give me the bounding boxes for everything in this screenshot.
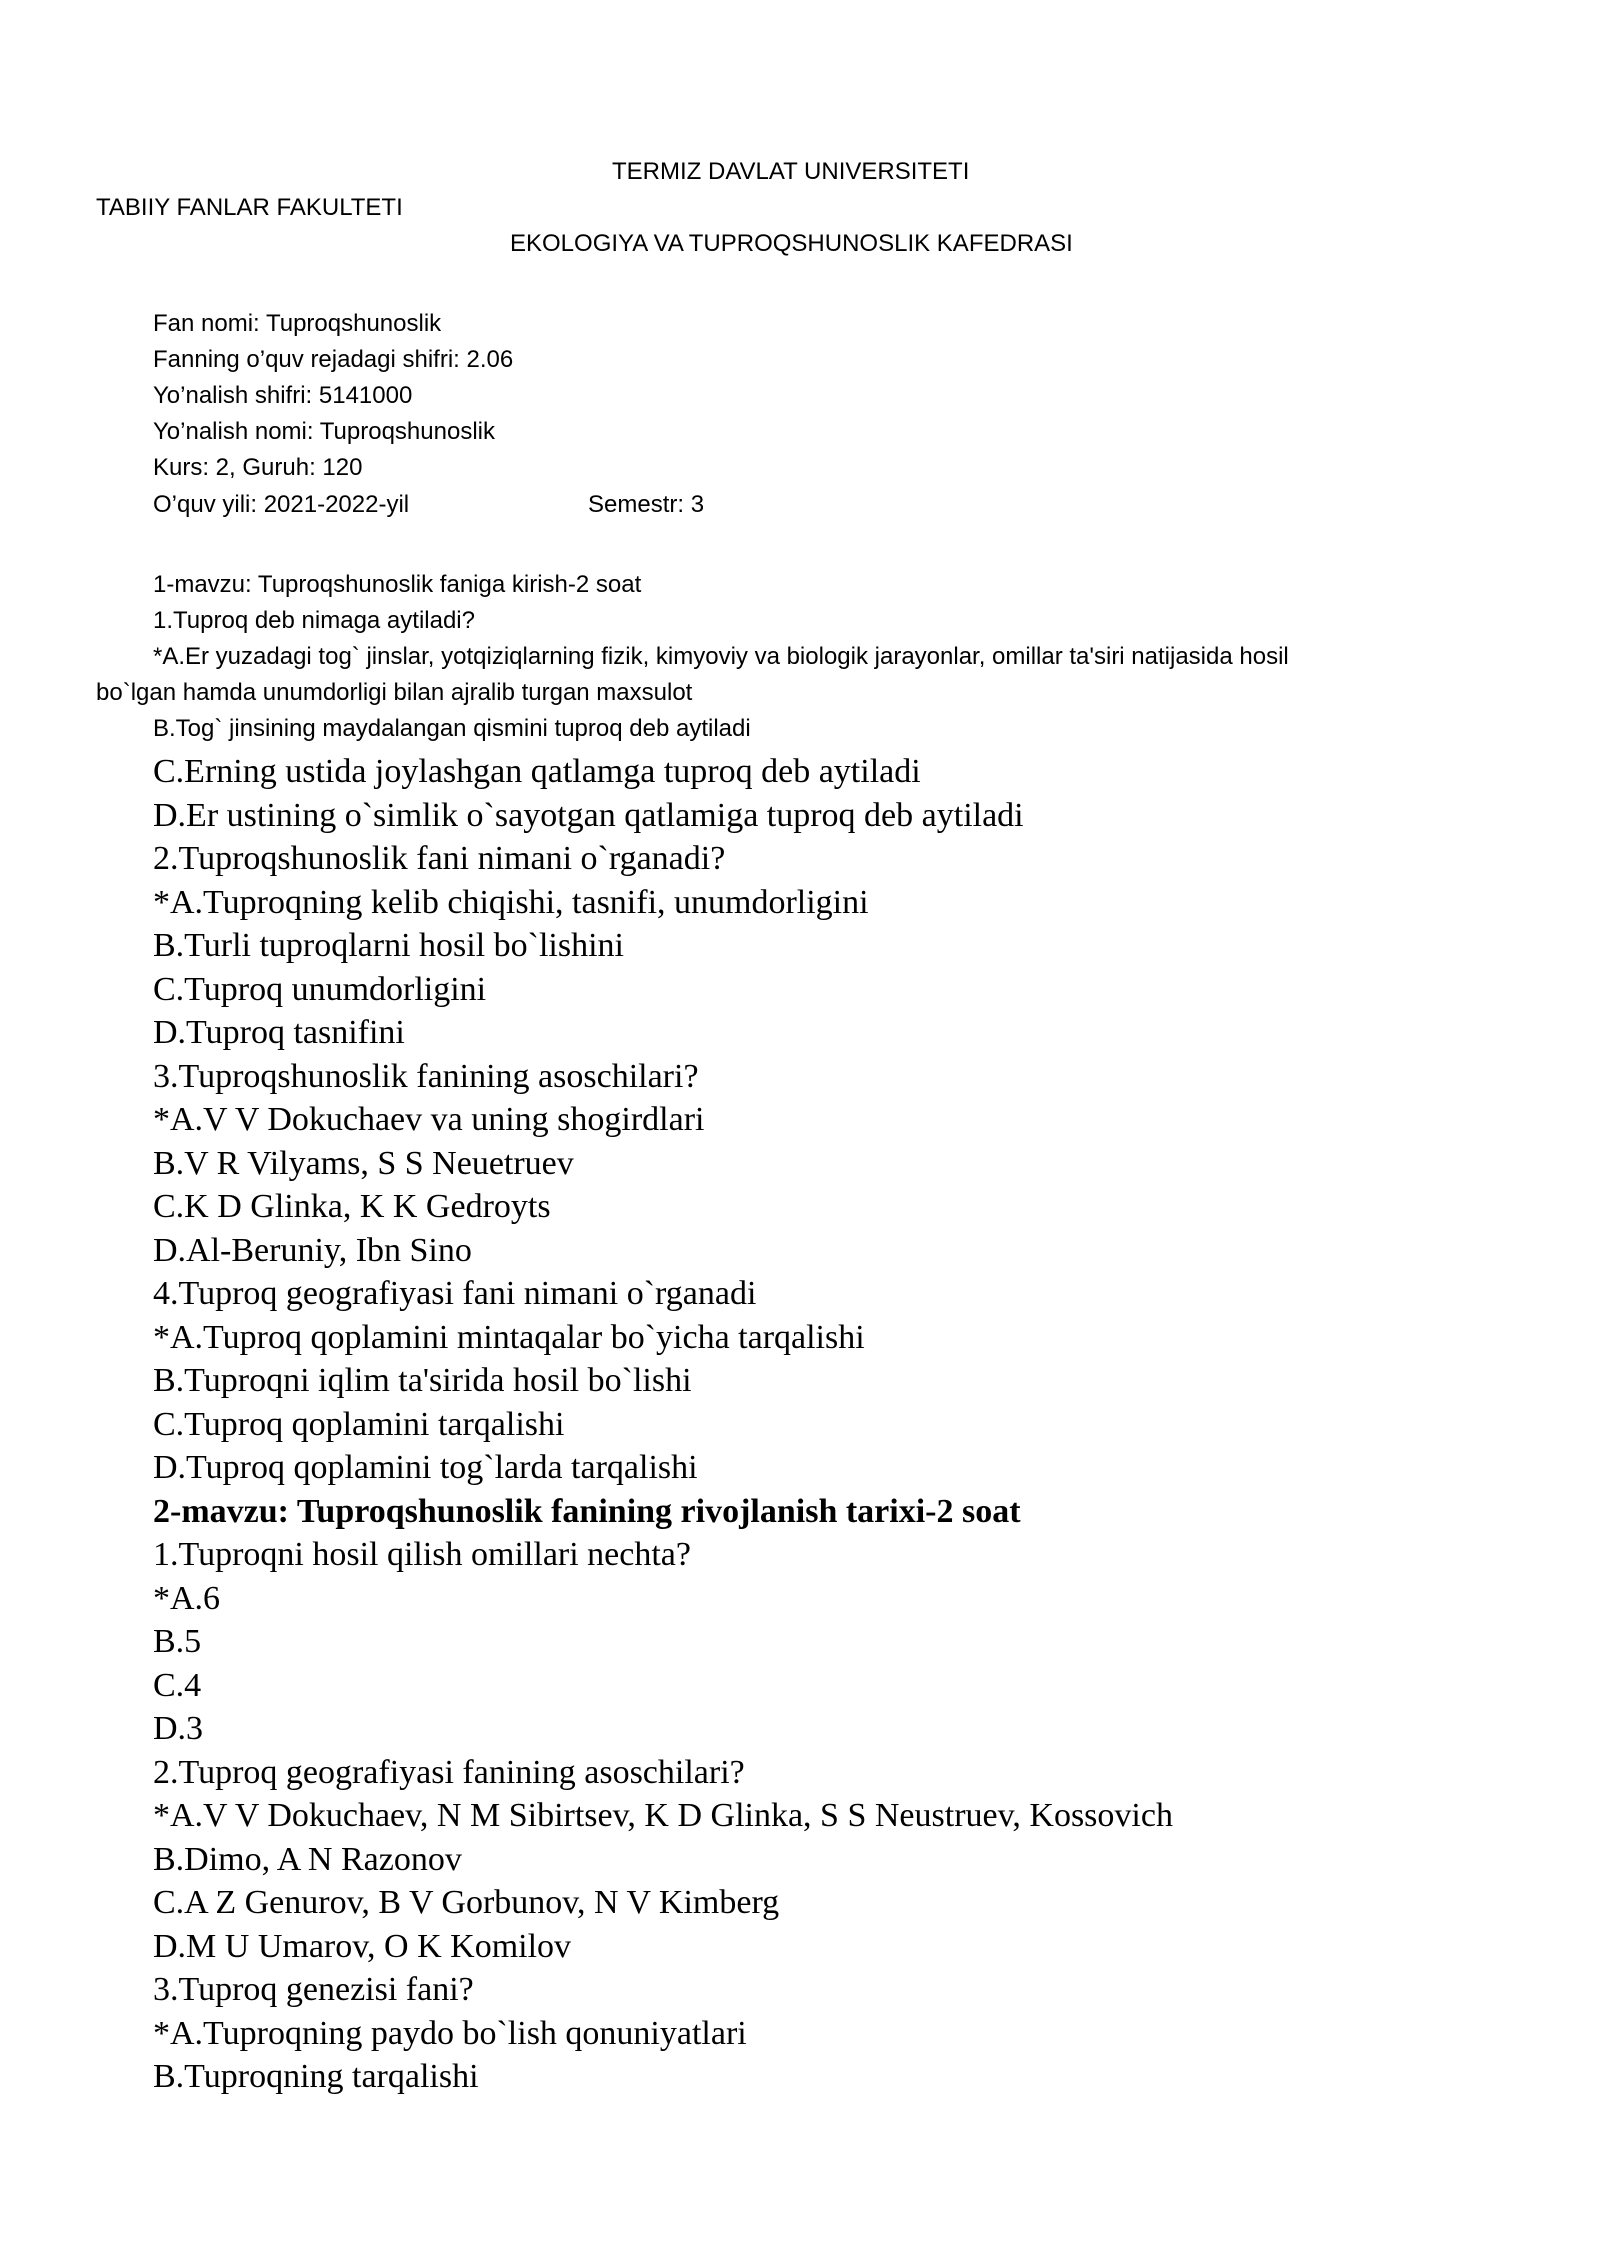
answer-option: C.Tuproq unumdorligini bbox=[153, 971, 487, 1008]
university-title: TERMIZ DAVLAT UNIVERSITETI bbox=[612, 158, 970, 185]
answer-option: *A.V V Dokuchaev va uning shogirdlari bbox=[153, 1101, 705, 1138]
faculty-title: TABIIY FANLAR FAKULTETI bbox=[96, 194, 403, 221]
answer-option: *A.6 bbox=[153, 1580, 221, 1617]
answer-option: C.4 bbox=[153, 1667, 202, 1704]
question-text: 2.Tuproq geografiyasi fanining asoschilari? bbox=[153, 1754, 745, 1791]
answer-option: B.V R Vilyams, S S Neuetruev bbox=[153, 1145, 574, 1182]
topic-1-title: 1-mavzu: Tuproqshunoslik faniga kirish-2 soat bbox=[153, 571, 642, 598]
answer-option: D.Al-Beruniy, Ibn Sino bbox=[153, 1232, 472, 1269]
answer-option: *A.Er yuzadagi tog` jinslar, yotqiziqlarning fizik, kimyoviy va biologik jarayonlar, omillar ta'siri natijasida hosil bbox=[153, 643, 1289, 670]
question-text: 4.Tuproq geografiyasi fani nimani o`rganadi bbox=[153, 1275, 757, 1312]
question-text: 1.Tuproq deb nimaga aytiladi? bbox=[153, 607, 475, 634]
answer-option: B.Tog` jinsining maydalangan qismini tuproq deb aytiladi bbox=[153, 715, 751, 742]
answer-option: D.M U Umarov, O K Komilov bbox=[153, 1928, 572, 1965]
question-text: 1.Tuproqni hosil qilish omillari nechta? bbox=[153, 1536, 691, 1573]
course-group: Kurs: 2, Guruh: 120 bbox=[153, 454, 363, 481]
answer-option: B.Dimo, A N Razonov bbox=[153, 1841, 462, 1878]
plan-code: Fanning o’quv rejadagi shifri: 2.06 bbox=[153, 346, 514, 373]
answer-option-continuation: bo`lgan hamda unumdorligi bilan ajralib turgan maxsulot bbox=[96, 679, 693, 706]
direction-name: Yo’nalish nomi: Tuproqshunoslik bbox=[153, 418, 495, 445]
semester: Semestr: 3 bbox=[588, 491, 705, 518]
topic-2-title: 2-mavzu: Tuproqshunoslik fanining rivojlanish tarixi-2 soat bbox=[153, 1493, 1021, 1530]
answer-option: D.Tuproq qoplamini tog`larda tarqalishi bbox=[153, 1449, 698, 1486]
subject-name: Fan nomi: Tuproqshunoslik bbox=[153, 310, 442, 337]
answer-option: C.Erning ustida joylashgan qatlamga tuproq deb aytiladi bbox=[153, 753, 921, 790]
answer-option: C.A Z Genurov, B V Gorbunov, N V Kimberg bbox=[153, 1884, 780, 1921]
answer-option: B.Turli tuproqlarni hosil bo`lishini bbox=[153, 927, 625, 964]
answer-option: C.Tuproq qoplamini tarqalishi bbox=[153, 1406, 565, 1443]
department-title: EKOLOGIYA VA TUPROQSHUNOSLIK KAFEDRASI bbox=[510, 230, 1073, 257]
answer-option: D.Er ustining o`simlik o`sayotgan qatlamiga tuproq deb aytiladi bbox=[153, 797, 1024, 834]
answer-option: C.K D Glinka, K K Gedroyts bbox=[153, 1188, 551, 1225]
academic-year: O’quv yili: 2021-2022-yil bbox=[153, 491, 410, 518]
answer-option: *A.Tuproq qoplamini mintaqalar bo`yicha tarqalishi bbox=[153, 1319, 865, 1356]
question-text: 3.Tuproq genezisi fani? bbox=[153, 1971, 474, 2008]
answer-option: D.3 bbox=[153, 1710, 204, 1747]
direction-code: Yo’nalish shifri: 5141000 bbox=[153, 382, 413, 409]
answer-option: B.Tuproqning tarqalishi bbox=[153, 2058, 479, 2095]
answer-option: *A.V V Dokuchaev, N M Sibirtsev, K D Glinka, S S Neustruev, Kossovich bbox=[153, 1797, 1173, 1834]
question-text: 2.Tuproqshunoslik fani nimani o`rganadi? bbox=[153, 840, 726, 877]
answer-option: B.5 bbox=[153, 1623, 202, 1660]
answer-option: B.Tuproqni iqlim ta'sirida hosil bo`lishi bbox=[153, 1362, 692, 1399]
answer-option: *A.Tuproqning kelib chiqishi, tasnifi, unumdorligini bbox=[153, 884, 869, 921]
answer-option: *A.Tuproqning paydo bo`lish qonuniyatlari bbox=[153, 2015, 747, 2052]
answer-option: D.Tuproq tasnifini bbox=[153, 1014, 405, 1051]
question-text: 3.Tuproqshunoslik fanining asoschilari? bbox=[153, 1058, 699, 1095]
